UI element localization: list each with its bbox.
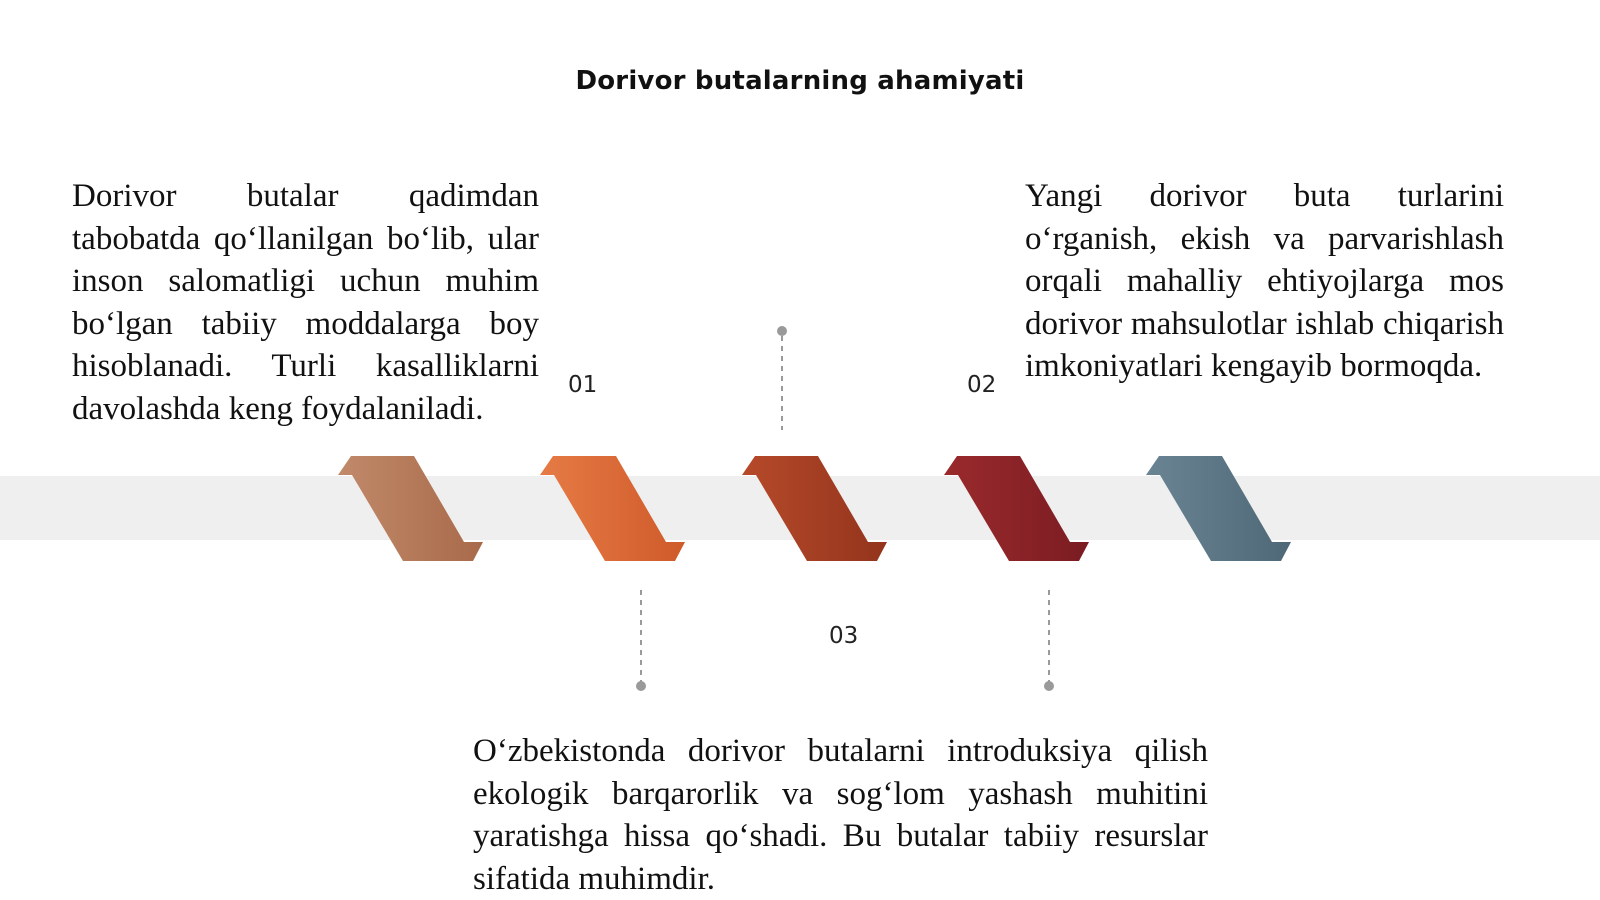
- step-text-02: Yangi dorivor buta turlarini o‘rganish, ekish va parvarishlash orqali mahalliy ehtiyojlarga mos dorivor mahsulotlar ishlab chiqarish imkoniyatlari kengayib bormoqda.: [1025, 178, 1504, 384]
- chevron-5: [1146, 456, 1291, 561]
- step-number-03: 03: [829, 623, 859, 649]
- connector-bottom-right: [1044, 590, 1054, 691]
- chevron-4: [944, 456, 1089, 561]
- connector-bottom-left: [636, 590, 646, 691]
- connector-top: [777, 326, 787, 430]
- step-number-02: 02: [967, 372, 997, 398]
- step-text-01: Dorivor butalar qadimdan tabobatda qo‘llanilgan bo‘lib, ular inson salomatligi uchun muhim bo‘lgan tabiiy moddalarga boy hisoblanadi. Turli kasalliklarni davolashda keng foydalaniladi.: [72, 178, 539, 427]
- step-number-01: 01: [568, 372, 598, 398]
- chevron-3: [742, 456, 887, 561]
- slide-title: Dorivor butalarning ahamiyati: [575, 66, 1025, 96]
- step-text-03: O‘zbekistonda dorivor butalarni introduksiya qilish ekologik barqarorlik va sog‘lom yashash muhitini yaratishga hissa qo‘shadi. Bu butalar tabiiy resurslar sifatida muhimdir.: [473, 733, 1208, 897]
- chevron-2: [540, 456, 685, 561]
- chevron-1: [338, 456, 483, 561]
